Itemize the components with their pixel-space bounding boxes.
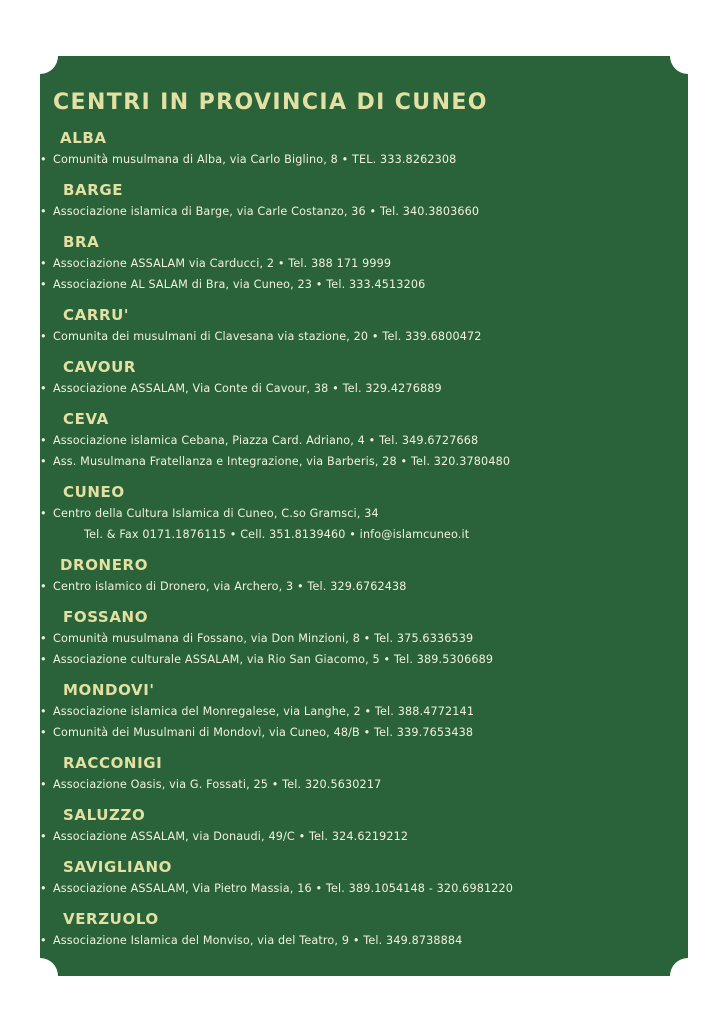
city-group	[40, 231, 688, 295]
center-entry-text: Comunità musulmana di Fossano, via Don Minzioni, 8 • Tel. 375.6336539	[53, 632, 474, 645]
center-entry	[40, 326, 688, 347]
bullet-icon: •	[40, 455, 47, 468]
center-entry-text: Associazione Oasis, via G. Fossati, 25 • Tel. 320.5630217	[53, 778, 382, 791]
city-group	[40, 554, 688, 597]
center-entry	[40, 503, 688, 524]
bullet-icon: •	[40, 434, 47, 447]
city-heading: BRA	[63, 233, 100, 251]
center-entry	[40, 774, 688, 795]
center-entry-text: Comunita dei musulmani di Clavesana via stazione, 20 • Tel. 339.6800472	[53, 330, 482, 343]
bullet-icon: •	[40, 882, 47, 895]
city-group	[40, 679, 688, 743]
center-entry-text: Associazione ASSALAM, via Donaudi, 49/C • Tel. 324.6219212	[53, 830, 409, 843]
center-entry	[40, 649, 688, 670]
center-entry	[40, 628, 688, 649]
bullet-icon: •	[40, 580, 47, 593]
center-entry-text: Associazione culturale ASSALAM, via Rio San Giacomo, 5 • Tel. 389.5306689	[53, 653, 494, 666]
center-entry	[40, 722, 688, 743]
city-heading: CUNEO	[63, 483, 125, 501]
city-heading: SALUZZO	[63, 806, 146, 824]
center-entry	[40, 274, 688, 295]
centers-list	[40, 127, 688, 951]
center-entry-text: Associazione islamica del Monregalese, via Langhe, 2 • Tel. 388.4772141	[53, 705, 475, 718]
city-heading: BARGE	[63, 181, 124, 199]
bullet-icon: •	[40, 382, 47, 395]
directory-card	[40, 56, 688, 976]
bullet-icon: •	[40, 278, 47, 291]
center-entry-text: Associazione AL SALAM di Bra, via Cuneo, 23 • Tel. 333.4513206	[53, 278, 426, 291]
center-entry	[40, 576, 688, 597]
center-entry	[40, 878, 688, 899]
city-heading: MONDOVI'	[63, 681, 155, 699]
city-group	[40, 408, 688, 472]
city-group	[40, 804, 688, 847]
city-group	[40, 179, 688, 222]
corner-notch	[22, 958, 58, 994]
center-entry-text: Centro islamico di Dronero, via Archero, 3 • Tel. 329.6762438	[53, 580, 407, 593]
city-heading: FOSSANO	[63, 608, 149, 626]
center-entry-text: Tel. & Fax 0171.1876115 • Cell. 351.8139460 • info@islamcuneo.it	[84, 528, 470, 541]
center-entry	[40, 930, 688, 951]
city-heading: CAVOUR	[63, 358, 137, 376]
center-entry	[40, 524, 688, 545]
city-heading: ALBA	[60, 129, 107, 147]
center-entry-text: Comunità musulmana di Alba, via Carlo Biglino, 8 • TEL. 333.8262308	[53, 153, 457, 166]
center-entry-text: Associazione islamica Cebana, Piazza Card. Adriano, 4 • Tel. 349.6727668	[53, 434, 479, 447]
city-group	[40, 127, 688, 170]
center-entry	[40, 253, 688, 274]
bullet-icon: •	[40, 726, 47, 739]
city-group	[40, 606, 688, 670]
center-entry-text: Comunità dei Musulmani di Mondovì, via Cuneo, 48/B • Tel. 339.7653438	[53, 726, 474, 739]
bullet-icon: •	[40, 205, 47, 218]
city-group	[40, 752, 688, 795]
city-heading: RACCONIGI	[63, 754, 163, 772]
center-entry	[40, 701, 688, 722]
city-group	[40, 908, 688, 951]
center-entry	[40, 826, 688, 847]
corner-notch	[22, 38, 58, 74]
city-heading: SAVIGLIANO	[63, 858, 172, 876]
center-entry-text: Associazione ASSALAM, Via Conte di Cavour, 38 • Tel. 329.4276889	[53, 382, 442, 395]
bullet-icon: •	[40, 830, 47, 843]
page-title: CENTRI IN PROVINCIA DI CUNEO	[53, 90, 488, 115]
center-entry-text: Associazione ASSALAM, Via Pietro Massia, 16 • Tel. 389.1054148 - 320.6981220	[53, 882, 514, 895]
city-heading: DRONERO	[60, 556, 149, 574]
city-group	[40, 856, 688, 899]
center-entry-text: Associazione ASSALAM via Carducci, 2 • Tel. 388 171 9999	[53, 257, 392, 270]
corner-notch	[670, 38, 706, 74]
bullet-icon: •	[40, 257, 47, 270]
bullet-icon: •	[40, 778, 47, 791]
center-entry-text: Associazione Islamica del Monviso, via del Teatro, 9 • Tel. 349.8738884	[53, 934, 463, 947]
bullet-icon: •	[40, 705, 47, 718]
city-group	[40, 481, 688, 545]
bullet-icon: •	[40, 153, 47, 166]
center-entry	[40, 149, 688, 170]
center-entry-text: Centro della Cultura Islamica di Cuneo, C.so Gramsci, 34	[53, 507, 379, 520]
center-entry	[40, 378, 688, 399]
center-entry-text: Associazione islamica di Barge, via Carle Costanzo, 36 • Tel. 340.3803660	[53, 205, 480, 218]
bullet-icon: •	[40, 507, 47, 520]
center-entry	[40, 430, 688, 451]
city-heading: CEVA	[63, 410, 109, 428]
center-entry-text: Ass. Musulmana Fratellanza e Integrazione, via Barberis, 28 • Tel. 320.3780480	[53, 455, 511, 468]
corner-notch	[670, 958, 706, 994]
city-heading: VERZUOLO	[63, 910, 159, 928]
city-group	[40, 304, 688, 347]
center-entry	[40, 451, 688, 472]
bullet-icon: •	[40, 330, 47, 343]
city-group	[40, 356, 688, 399]
bullet-icon: •	[40, 632, 47, 645]
center-entry	[40, 201, 688, 222]
city-heading: CARRU'	[63, 306, 130, 324]
bullet-icon: •	[40, 653, 47, 666]
bullet-icon: •	[40, 934, 47, 947]
